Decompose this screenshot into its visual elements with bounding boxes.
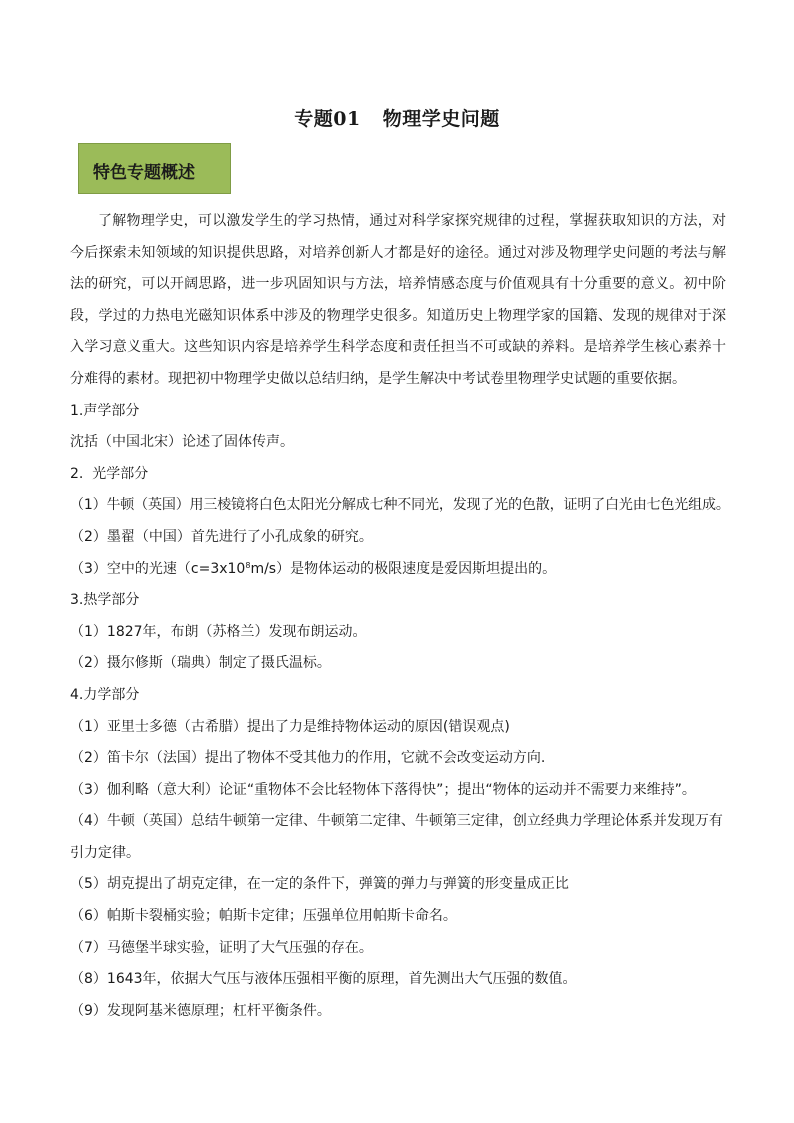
title-text: 物理学史问题 bbox=[382, 108, 500, 130]
mechanics-item-9: （9）发现阿基米德原理；杠杆平衡条件。 bbox=[70, 1002, 331, 1019]
optics-item-2: （2）墨翟（中国）首先进行了小孔成象的研究。 bbox=[70, 528, 373, 545]
section-label-box bbox=[78, 143, 231, 194]
optics-item-3: （3）空中的光速$(c=3x10^8m/s)$是物体运动的极限速度是爱因斯坦提出的。 bbox=[70, 560, 557, 577]
page-title bbox=[0, 104, 794, 131]
section-label: 特色专题概述 bbox=[93, 163, 195, 183]
mechanics-item-5: （5）胡克提出了胡克定律，在一定的条件下，弹簧的弹力与弹簧的形变量成正比 bbox=[70, 876, 569, 893]
mechanics-item-6: （6）帕斯卡裂桶实验；帕斯卡定律；压强单位用帕斯卡命名。 bbox=[70, 908, 457, 925]
mechanics-item-1: （1）亚里士多德（古希腊）提出了力是维持物体运动的原因(错误观点) bbox=[70, 718, 510, 735]
thermal-item-1: （1）1827年，布朗（苏格兰）发现布朗运动。 bbox=[70, 623, 367, 640]
mechanics-item-2: （2）笛卡尔（法国）提出了物体不受其他力的作用，它就不会改变运动方向. bbox=[70, 750, 546, 767]
heading-acoustics: 1.声学部分 bbox=[70, 402, 140, 419]
title-prefix: 专题01 bbox=[294, 108, 361, 130]
mechanics-item-3: （3）伽利略（意大利）论证“重物体不会比轻物体下落得快”；提出“物体的运动并不需要力来维持”。 bbox=[70, 781, 696, 798]
intro-paragraph: 了解物理学史，可以激发学生的学习热情，通过对科学家探究规律的过程，掌握获取知识的方法，对今后探索未知领域的知识提供思路，对培养创新人才都是好的途径。通过对涉及物理学史问题的考法与解法的研究，可以开阔思路，进一步巩固知识与方法，培养情感态度与价值观具有十分重要的意义。初中阶段，学过的力热电光磁知识体系中涉及的物理学史很多。知道历史上物理学家的国籍、发现的规律对于深入学习意义重大。这些知识内容是培养学生科学态度和责任担当不可或缺的养料。是培养学生核心素养十分难得的素材。现把初中物理学史做以总结归纳，是学生解决中考试卷里物理学史试题的重要依据。 bbox=[70, 213, 726, 387]
content-body bbox=[70, 206, 730, 1027]
mechanics-item-4: （4）牛顿（英国）总结牛顿第一定律、牛顿第二定律、牛顿第三定律，创立经典力学理论体系并发现万有引力定律。 bbox=[70, 813, 723, 861]
mechanics-item-7: （7）马德堡半球实验，证明了大气压强的存在。 bbox=[70, 939, 373, 956]
thermal-item-2: （2）摄尔修斯（瑞典）制定了摄氏温标。 bbox=[70, 655, 331, 672]
heading-thermal: 3.热学部分 bbox=[70, 592, 140, 609]
heading-optics: 2. 光学部分 bbox=[70, 465, 149, 482]
acoustics-item: 沈括（中国北宋）论述了固体传声。 bbox=[70, 434, 294, 451]
optics-item-1: （1）牛顿（英国）用三棱镜将白色太阳光分解成七种不同光，发现了光的色散，证明了白光由七色光组成。 bbox=[70, 497, 730, 514]
mechanics-item-8: （8）1643年，依据大气压与液体压强相平衡的原理，首先测出大气压强的数值。 bbox=[70, 971, 577, 988]
heading-mechanics: 4.力学部分 bbox=[70, 686, 140, 703]
